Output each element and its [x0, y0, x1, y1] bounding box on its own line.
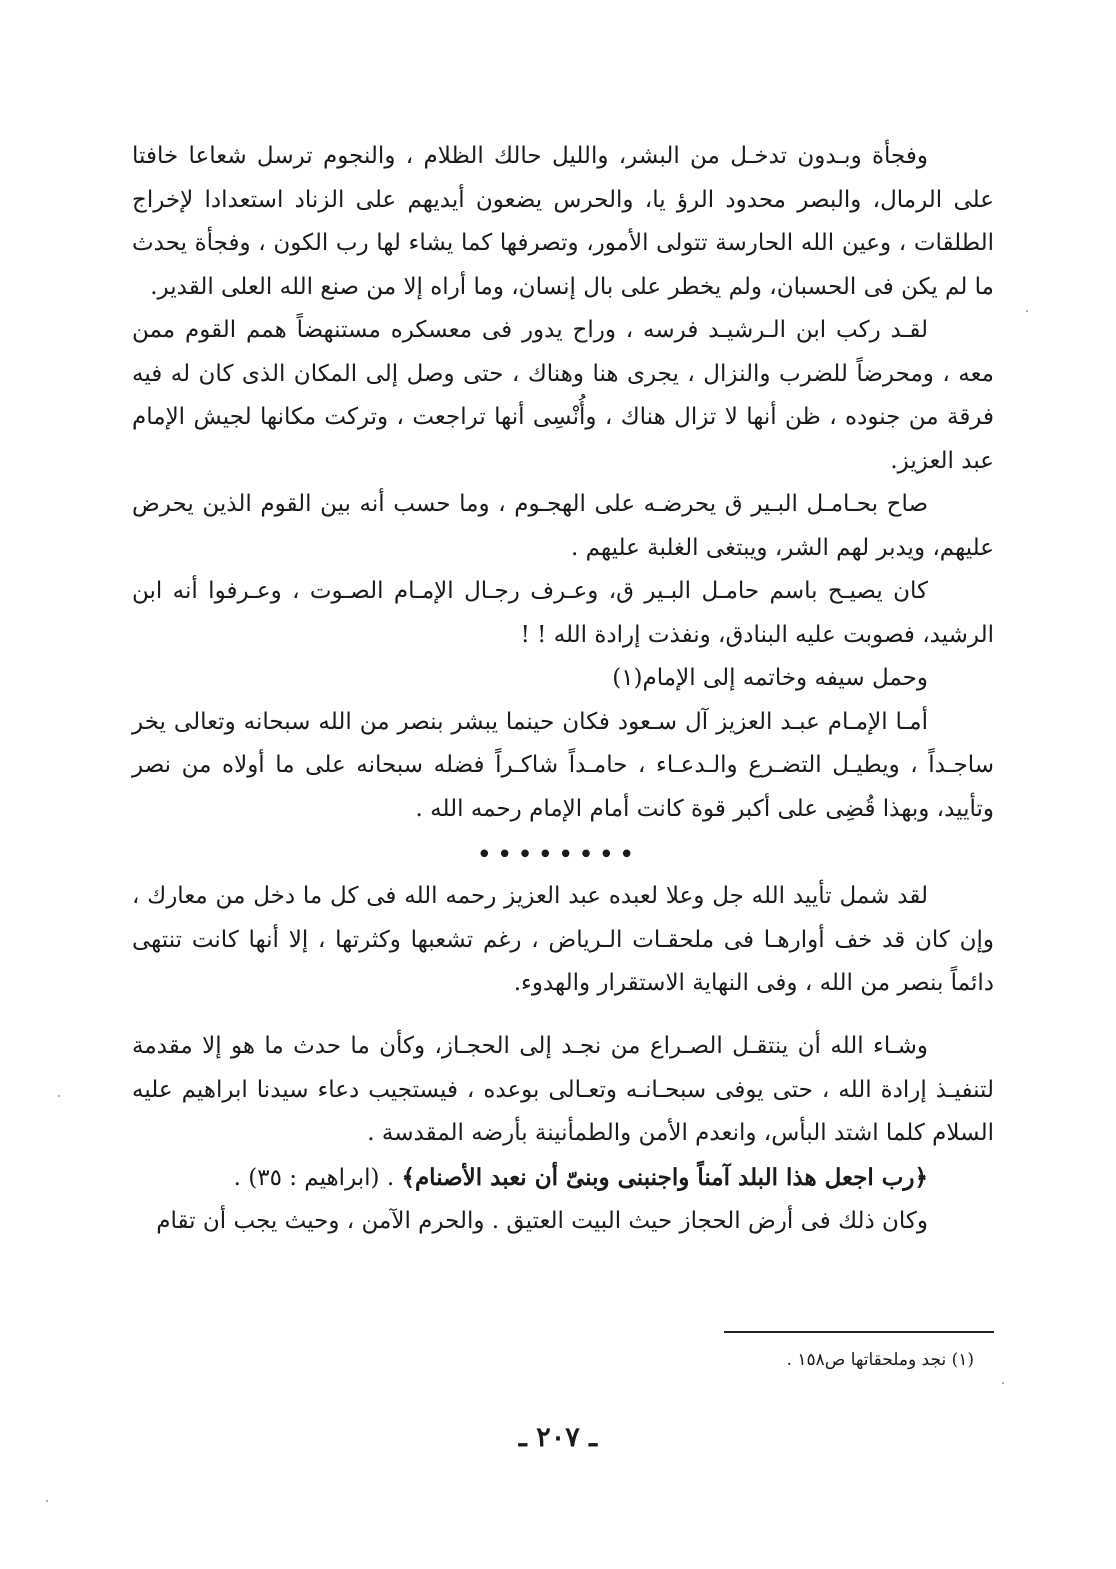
scan-speck [58, 1095, 60, 1097]
paragraph: وحمل سيفه وخاتمه إلى الإمام(١) [612, 665, 928, 691]
quran-verse: ﴿رب اجعل هذا البلد آمناً واجنبنى وبنىّ أن نعبد الأصنام﴾ [401, 1163, 928, 1191]
scan-speck [1026, 310, 1028, 312]
text-section-1 [132, 135, 994, 831]
section-separator: •••••••• [476, 840, 640, 870]
paragraph: وفجأة وبـدون تدخـل من البشر، والليل حالك الظلام ، والنجوم ترسل شعاعا خافتا على الرمال، والبصر محدود الرؤ يا، والحرس يضعون أيديهم على الزناد استعدادا لإخراج الطلقات ، وعين الله الحارسة تتولى الأمور، وتصرفها كما يشاء لها رب الكون ، وفجأة يحدث ما لم يكن فى الحسبان، ولم يخطر على بال إنسان، وما أراه إلا من صنع الله العلى القدير. [132, 143, 994, 300]
footnote: (١) نجد وملحقاتها ص١٥٨ . [786, 1350, 974, 1370]
paragraph: لقـد ركب ابن الـرشيـد فرسه ، وراح يدور فى معسكره مستنهضاً همم القوم ممن معه ، ومحرضاً للضرب والنزال ، يجرى هنا وهناك ، حتى وصل إلى المكان الذى كان له فيه فرقة من جنوده ، ظن أنها لا تزال هناك ، وأُنْسِى أنها تراجعت ، وتركت مكانها لجيش الإمام عبد العزيز. [132, 317, 994, 474]
paragraph: كان يصيـح باسم حامـل البـير ق، وعـرف رجـال الإمـام الصـوت ، وعـرفوا أنه ابن الرشيد، فصوبت عليه البنادق، ونفذت إرادة الله ! ! [132, 578, 994, 648]
text-section-2 [132, 875, 994, 1006]
paragraph: صاح بحـامـل البـير ق يحرضـه على الهجـوم ، وما حسب أنه بين القوم الذين يحرض عليهم، ويدبر لهم الشر، ويبتغى الغلبة عليهم . [132, 491, 994, 561]
quran-reference: . (ابراهيم : ٣٥) . [233, 1164, 402, 1191]
paragraph: لقد شمل تأييد الله جل وعلا لعبده عبد العزيز رحمه الله فى كل ما دخل من معارك ، وإن كان قد خف أوارهـا فى ملحقـات الـرياض ، رغم تشعبها وكثرتها ، إلا أنها كانت تنتهى دائماً بنصر من الله ، وفى النهاية الاستقرار والهدوء. [132, 883, 994, 996]
paragraph: وشـاء الله أن ينتقـل الصـراع من نجـد إلى الحجـاز، وكأن ما حدث ما هو إلا مقدمة لتنفيـذ إرادة الله ، حتى يوفى سبحـانـه وتعـالى بوعده ، فيستجيب دعاء سيدنا ابراهيم عليه السلام كلما اشتد البأس، وانعدم الأمن والطمأنينة بأرضه المقدسة . [132, 1033, 994, 1146]
footnote-divider [724, 1331, 994, 1333]
text-section-3 [132, 1025, 994, 1244]
quran-verse-line [132, 1156, 994, 1201]
scan-speck [1002, 1382, 1004, 1384]
page-number: ـ ٢٠٧ ـ [518, 1422, 598, 1453]
paragraph: أمـا الإمـام عبـد العزيز آل سـعود فكان حينما يبشر بنصر من الله سبحانه وتعالى يخر ساجـداً ، ويطيـل التضـرع والـدعـاء ، حامـداً شاكـراً فضله سبحانه على ما أولاه من نصر وتأييد، وبهذا قُضِى على أكبر قوة كانت أمام الإمام رحمه الله . [132, 708, 994, 822]
scan-speck [46, 1500, 48, 1502]
paragraph: وكان ذلك فى أرض الحجاز حيث البيت العتيق . والحرم الآمن ، وحيث يجب أن تقام [156, 1208, 928, 1234]
